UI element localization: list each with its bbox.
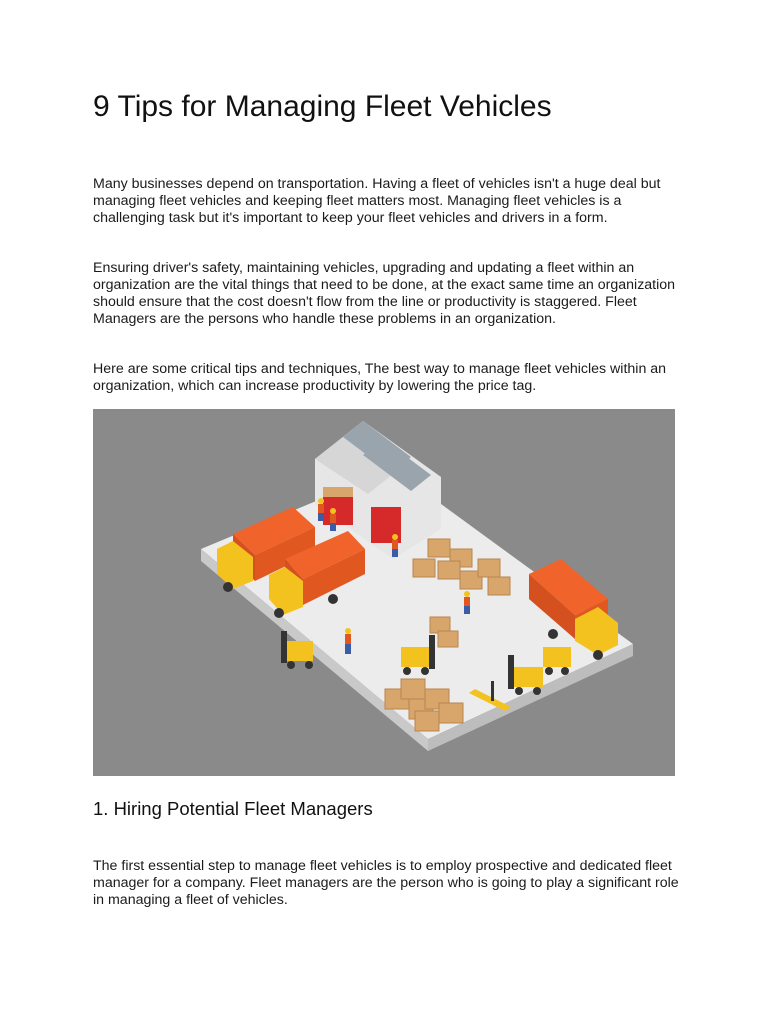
warehouse-illustration (93, 409, 675, 776)
article-title: 9 Tips for Managing Fleet Vehicles (93, 90, 552, 123)
section-1-body: The first essential step to manage fleet vehicles is to employ prospective and dedicated fleet manager for a company. Fleet managers are the person who is going to play a significant role in managing a fleet of vehicles. (93, 858, 679, 908)
safety-paragraph: Ensuring driver's safety, maintaining vehicles, upgrading and updating a fleet within an organization are the vital things that need to be done, at the exact same time an organization should ensure that the cost doesn't flow from the line or productivity is staggered. Fleet Managers are the persons who handle these problems in an organization. (93, 260, 676, 327)
intro-paragraph: Many businesses depend on transportation. Having a fleet of vehicles isn't a huge deal but managing fleet vehicles and keeping fleet matters most. Managing fleet vehicles is a challenging task but it's important to keep your fleet vehicles and drivers in a form. (93, 176, 661, 226)
section-heading-1: 1. Hiring Potential Fleet Managers (93, 798, 373, 819)
tips-intro-paragraph: Here are some critical tips and techniques, The best way to manage fleet vehicles within an organization, which can increase productivity by lowering the price tag. (93, 361, 667, 394)
